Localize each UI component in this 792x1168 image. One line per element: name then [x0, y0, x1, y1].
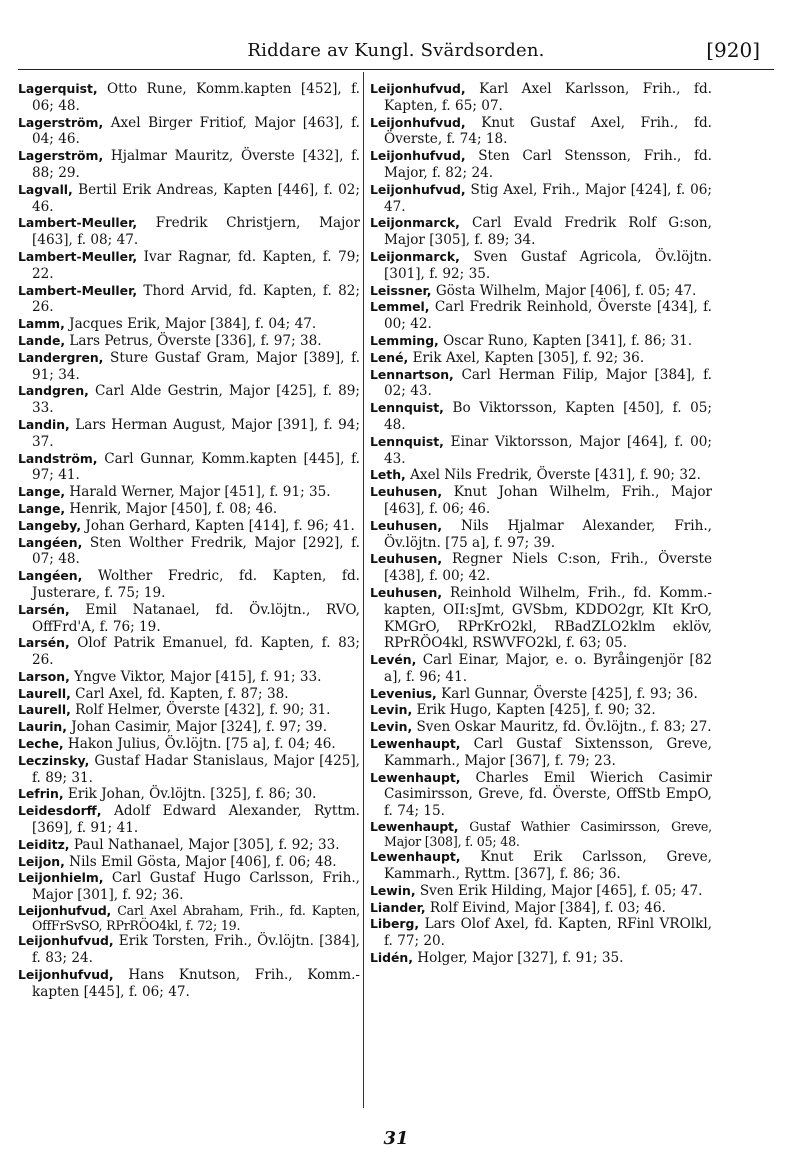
entry-details: Emil Natanael, fd. Öv.löjtn., RVO, OffFrd'A, f. 76; 19. — [32, 601, 360, 635]
register-entry — [370, 350, 712, 367]
entry-details: Charles Emil Wierich Casimir Casimirsson, Greve, fd. Överste, OffStb EmpO, f. 74; 15. — [384, 769, 712, 820]
register-entry — [18, 316, 360, 333]
entry-surname: Laurell, — [18, 702, 71, 718]
entry-details: Sven Gustaf Agricola, Öv.löjtn. [301], f. 92; 35. — [384, 248, 713, 282]
entry-details: Carl Fredrik Reinhold, Överste [434], f. 00; 42. — [384, 299, 712, 333]
entry-details: Gustaf Hadar Stanislaus, Major [425], f. 89; 31. — [32, 752, 360, 786]
register-entry — [18, 417, 360, 451]
entry-surname: Lewin, — [370, 882, 416, 898]
entry-surname: Lewenhaupt, — [370, 819, 459, 835]
entry-details: Knut Erik Carlsson, Greve, Kammarh., Ryttm. [367], f. 86; 36. — [384, 849, 712, 883]
register-entry — [370, 215, 712, 249]
entry-surname: Lagvall, — [18, 181, 73, 197]
entry-details: Carl Evald Fredrik Rolf G:son, Major [305], f. 89; 34. — [384, 215, 712, 249]
entry-details: Erik Hugo, Kapten [425], f. 90; 32. — [416, 702, 656, 719]
entry-details: Sten Wolther Fredrik, Major [292], f. 07; 48. — [32, 534, 361, 568]
entry-surname: Leijonhufvud, — [370, 114, 466, 130]
entry-details: Jacques Erik, Major [384], f. 04; 47. — [69, 316, 317, 333]
register-entry — [18, 635, 360, 669]
register-entry — [370, 719, 712, 736]
entry-details: Nils Emil Gösta, Major [406], f. 06; 48. — [69, 853, 337, 870]
entry-surname: Lambert-Meuller, — [18, 248, 138, 264]
register-entry — [18, 451, 360, 485]
entry-details: Bo Viktorsson, Kapten [450], f. 05; 48. — [384, 400, 712, 433]
entry-surname: Lange, — [18, 484, 66, 500]
register-entry — [18, 182, 360, 216]
entry-surname: Leijon, — [18, 853, 65, 869]
entry-details: Hjalmar Mauritz, Överste [432], f. 88; 29. — [32, 148, 360, 181]
entry-details: Yngve Viktor, Major [415], f. 91; 33. — [74, 668, 322, 685]
register-entry — [370, 551, 712, 585]
register-entry — [18, 333, 360, 350]
register-entry — [18, 904, 360, 933]
entry-surname: Lewenhaupt, — [370, 769, 461, 785]
entry-details: Karl Axel Karlsson, Frih., fd. Kapten, f. 65; 07. — [384, 81, 712, 114]
entry-surname: Lidén, — [370, 950, 413, 966]
page-header — [18, 34, 774, 68]
register-entry — [370, 333, 712, 350]
entry-surname: Lambert-Meuller, — [18, 282, 138, 298]
register-entry — [370, 770, 712, 820]
entry-surname: Leth, — [370, 467, 406, 483]
entry-surname: Lambert-Meuller, — [18, 215, 138, 231]
entry-details: Carl Axel Abraham, Frih., fd. Kapten, OffFrSvSO, RPrRÖO4kl, f. 72; 19. — [32, 903, 360, 933]
entry-surname: Liander, — [370, 899, 426, 915]
entry-details: Knut Gustaf Axel, Frih., fd. Överste, f. 74; 18. — [384, 114, 712, 148]
entry-details: Lars Petrus, Överste [336], f. 97; 38. — [69, 332, 322, 349]
entry-details: Gustaf Wathier Casimirsson, Greve, Major [308], f. 05; 48. — [384, 819, 712, 849]
entry-surname: Leissner, — [370, 282, 432, 298]
entry-surname: Leijonmarck, — [370, 248, 460, 264]
register-entry — [18, 854, 360, 871]
entry-details: Nils Hjalmar Alexander, Frih., Öv.löjtn. [75 a], f. 97; 39. — [384, 517, 712, 551]
page-number: 31 — [383, 1128, 409, 1149]
register-entry — [18, 933, 360, 967]
entry-details: Sten Carl Stensson, Frih., fd. Major, f. 82; 24. — [384, 148, 712, 181]
entry-surname: Leuhusen, — [370, 551, 443, 567]
register-entry — [18, 215, 360, 249]
entry-details: Carl Gustaf Hugo Carlsson, Frih., Major [301], f. 92; 36. — [32, 870, 360, 904]
register-entry — [370, 652, 712, 686]
entry-surname: Lewenhaupt, — [370, 849, 461, 865]
register-entry — [18, 115, 360, 149]
page-title: Riddare av Kungl. Svärdsorden. — [247, 40, 545, 61]
register-entry — [18, 719, 360, 736]
entry-surname: Lefrin, — [18, 786, 64, 802]
entry-details: Carl Alde Gestrin, Major [425], f. 89; 33. — [32, 383, 360, 417]
entry-details: Johan Casimir, Major [324], f. 97; 39. — [71, 719, 328, 736]
register-entry — [18, 383, 360, 417]
entry-surname: Larsén, — [18, 635, 70, 651]
entry-details: Hans Knutson, Frih., Komm.-kapten [445], f. 06; 47. — [32, 966, 360, 1000]
entry-details: Rolf Helmer, Överste [432], f. 90; 31. — [75, 702, 331, 719]
entry-surname: Leijonhufvud, — [370, 148, 466, 164]
entry-details: Rolf Eivind, Major [384], f. 03; 46. — [429, 899, 666, 916]
entry-surname: Levenius, — [370, 685, 437, 701]
register-entry — [370, 702, 712, 719]
left-column — [18, 81, 360, 1000]
register-entry — [18, 602, 360, 636]
entry-surname: Lagerström, — [18, 114, 104, 130]
entry-surname: Lagerquist, — [18, 81, 98, 96]
entry-details: Henrik, Major [450], f. 08; 46. — [69, 500, 278, 517]
register-entry — [18, 669, 360, 686]
entry-details: Sven Erik Hilding, Major [465], f. 05; 47. — [419, 882, 703, 899]
entry-surname: Lagerström, — [18, 148, 104, 164]
entry-details: Regner Niels C:son, Frih., Överste [438], f. 00; 42. — [384, 551, 712, 585]
entry-surname: Laurell, — [18, 685, 71, 701]
entry-details: Carl Herman Filip, Major [384], f. 02; 43. — [384, 366, 712, 400]
entry-details: Sture Gustaf Gram, Major [389], f. 91; 34. — [32, 349, 360, 383]
register-entry — [370, 299, 712, 333]
register-entry — [18, 535, 360, 569]
entry-surname: Landgren, — [18, 383, 89, 399]
register-entry — [370, 182, 712, 216]
column-divider — [363, 72, 364, 1108]
entry-details: Paul Nathanael, Major [305], f. 92; 33. — [73, 836, 340, 853]
register-entry — [18, 148, 360, 182]
register-entry — [18, 81, 360, 115]
entry-surname: Leche, — [18, 736, 64, 752]
entry-details: Bertil Erik Andreas, Kapten [446], f. 02; 46. — [32, 181, 360, 215]
entry-surname: Leidesdorff, — [18, 803, 102, 819]
register-entry — [18, 702, 360, 719]
register-entry — [18, 803, 360, 837]
entry-details: Sven Oskar Mauritz, fd. Öv.löjtn., f. 83; 27. — [416, 719, 712, 736]
register-entry — [370, 849, 712, 883]
entry-details: Einar Viktorsson, Major [464], f. 00; 43. — [384, 433, 713, 467]
register-entry — [18, 870, 360, 904]
entry-surname: Landergren, — [18, 349, 104, 365]
entry-surname: Leiditz, — [18, 836, 70, 852]
entry-details: Lars Olof Axel, fd. Kapten, RFinl VROlkl, f. 77; 20. — [384, 916, 712, 950]
entry-details: Erik Johan, Öv.löjtn. [325], f. 86; 30. — [67, 786, 317, 803]
register-entry — [18, 568, 360, 602]
entry-surname: Leijonhufvud, — [18, 903, 112, 919]
entry-surname: Leijonhufvud, — [370, 181, 466, 197]
entry-surname: Landin, — [18, 416, 70, 432]
entry-surname: Lewenhaupt, — [370, 736, 461, 752]
entry-details: Gösta Wilhelm, Major [406], f. 05; 47. — [435, 282, 697, 299]
header-rule — [18, 69, 774, 70]
register-entry — [18, 501, 360, 518]
entry-surname: Leijonhufvud, — [18, 966, 114, 982]
entry-details: Carl Gunnar, Komm.kapten [445], f. 97; 41. — [32, 450, 360, 484]
entry-details: Thord Arvid, fd. Kapten, f. 82; 26. — [32, 282, 360, 316]
register-entry — [370, 434, 712, 468]
entry-surname: Leuhusen, — [370, 517, 443, 533]
entry-surname: Leuhusen, — [370, 584, 443, 600]
entry-details: Carl Gustaf Sixtensson, Greve, Kammarh., Major [367], f. 79; 23. — [384, 736, 712, 769]
entry-surname: Lange, — [18, 500, 66, 516]
entry-details: Carl Axel, fd. Kapten, f. 87; 38. — [75, 685, 289, 702]
entry-surname: Levin, — [370, 719, 413, 735]
entry-surname: Lemmel, — [370, 299, 430, 315]
entry-surname: Leczinsky, — [18, 752, 90, 768]
entry-surname: Lamm, — [18, 316, 65, 332]
entry-details: Otto Rune, Komm.kapten [452], f. 06; 48. — [32, 81, 360, 114]
entry-details: Johan Gerhard, Kapten [414], f. 96; 41. — [85, 517, 355, 534]
entry-surname: Leijonhufvud, — [18, 933, 114, 949]
register-entry — [370, 81, 712, 115]
entry-details: Erik Torsten, Frih., Öv.löjtn. [384], f. 83; 24. — [32, 933, 360, 967]
entry-surname: Leijonmarck, — [370, 215, 460, 231]
register-entry — [18, 967, 360, 1001]
entry-details: Lars Herman August, Major [391], f. 94; 37. — [32, 416, 360, 450]
entry-details: Karl Gunnar, Överste [425], f. 93; 36. — [441, 685, 698, 702]
register-entry — [370, 736, 712, 770]
register-entry — [18, 686, 360, 703]
register-entry — [18, 249, 360, 283]
entry-surname: Lennartson, — [370, 366, 454, 382]
entry-details: Carl Einar, Major, e. o. Byråingenjör [82 a], f. 96; 41. — [384, 652, 712, 685]
entry-details: Erik Axel, Kapten [305], f. 92; 36. — [412, 349, 645, 366]
register-entry — [370, 484, 712, 518]
register-entry — [370, 115, 712, 149]
entry-surname: Leuhusen, — [370, 484, 443, 500]
register-entry — [18, 837, 360, 854]
entry-details: Ivar Ragnar, fd. Kapten, f. 79; 22. — [32, 248, 361, 282]
register-entry — [18, 786, 360, 803]
register-entry — [370, 950, 712, 967]
register-entry — [18, 736, 360, 753]
entry-details: Harald Werner, Major [451], f. 91; 35. — [69, 484, 331, 501]
register-entry — [18, 518, 360, 535]
entry-surname: Leijonhufvud, — [370, 81, 466, 96]
entry-surname: Levén, — [370, 652, 417, 668]
register-entry — [370, 900, 712, 917]
register-entry — [370, 883, 712, 900]
register-entry — [18, 283, 360, 317]
register-entry — [370, 249, 712, 283]
entry-surname: Lemming, — [370, 332, 439, 348]
entry-details: Hakon Julius, Öv.löjtn. [75 a], f. 04; 46. — [67, 736, 336, 753]
entry-details: Oscar Runo, Kapten [341], f. 86; 31. — [443, 332, 693, 349]
register-entry — [18, 350, 360, 384]
entry-surname: Liberg, — [370, 916, 420, 932]
entry-surname: Levin, — [370, 702, 413, 718]
entry-surname: Larsén, — [18, 601, 70, 617]
entry-details: Knut Johan Wilhelm, Frih., Major [463], f. 06; 46. — [384, 484, 712, 517]
register-entry — [370, 400, 712, 434]
entry-surname: Lande, — [18, 332, 66, 348]
entry-details: Olof Patrik Emanuel, fd. Kapten, f. 83; 26. — [32, 635, 360, 669]
entry-surname: Lennquist, — [370, 433, 444, 449]
entry-details: Axel Nils Fredrik, Överste [431], f. 90; 32. — [410, 467, 701, 484]
register-entry — [370, 518, 712, 552]
entry-details: Holger, Major [327], f. 91; 35. — [417, 950, 624, 967]
register-entry — [370, 148, 712, 182]
register-entry — [370, 585, 712, 652]
register-entry — [370, 820, 712, 849]
entry-details: Fredrik Christjern, Major [463], f. 08; 47. — [32, 215, 360, 249]
register-entry — [18, 484, 360, 501]
register-entry — [18, 753, 360, 787]
entry-surname: Langeby, — [18, 517, 82, 533]
page-code: [920] — [706, 38, 760, 62]
register-entry — [370, 916, 712, 950]
entry-surname: Langéen, — [18, 568, 83, 584]
entry-details: Wolther Fredric, fd. Kapten, fd. Justerare, f. 75; 19. — [32, 568, 360, 601]
register-entry — [370, 283, 712, 300]
entry-surname: Landström, — [18, 450, 98, 466]
entry-details: Reinhold Wilhelm, Frih., fd. Komm.-kapten, OII:sJmt, GVSbm, KDDO2gr, KIt KrO, KMGrO, RPrKrO2kl, RBadZLO2klm eklöv, RPrRÖO4kl, RSWVFO2kl, f. 63; 05. — [384, 584, 712, 652]
entry-details: Adolf Edward Alexander, Ryttm. [369], f. 91; 41. — [32, 803, 360, 837]
entry-surname: Leijonhielm, — [18, 870, 104, 886]
register-entry — [370, 367, 712, 401]
entry-surname: Laurin, — [18, 719, 67, 735]
entry-details: Axel Birger Fritiof, Major [463], f. 04; 46. — [32, 114, 360, 148]
entry-surname: Lennquist, — [370, 400, 444, 416]
register-entry — [370, 467, 712, 484]
entry-surname: Langéen, — [18, 534, 83, 550]
entry-details: Stig Axel, Frih., Major [424], f. 06; 47. — [384, 181, 712, 215]
entry-surname: Larson, — [18, 668, 70, 684]
register-entry — [370, 686, 712, 703]
entry-surname: Lené, — [370, 349, 409, 365]
right-column — [370, 81, 712, 967]
